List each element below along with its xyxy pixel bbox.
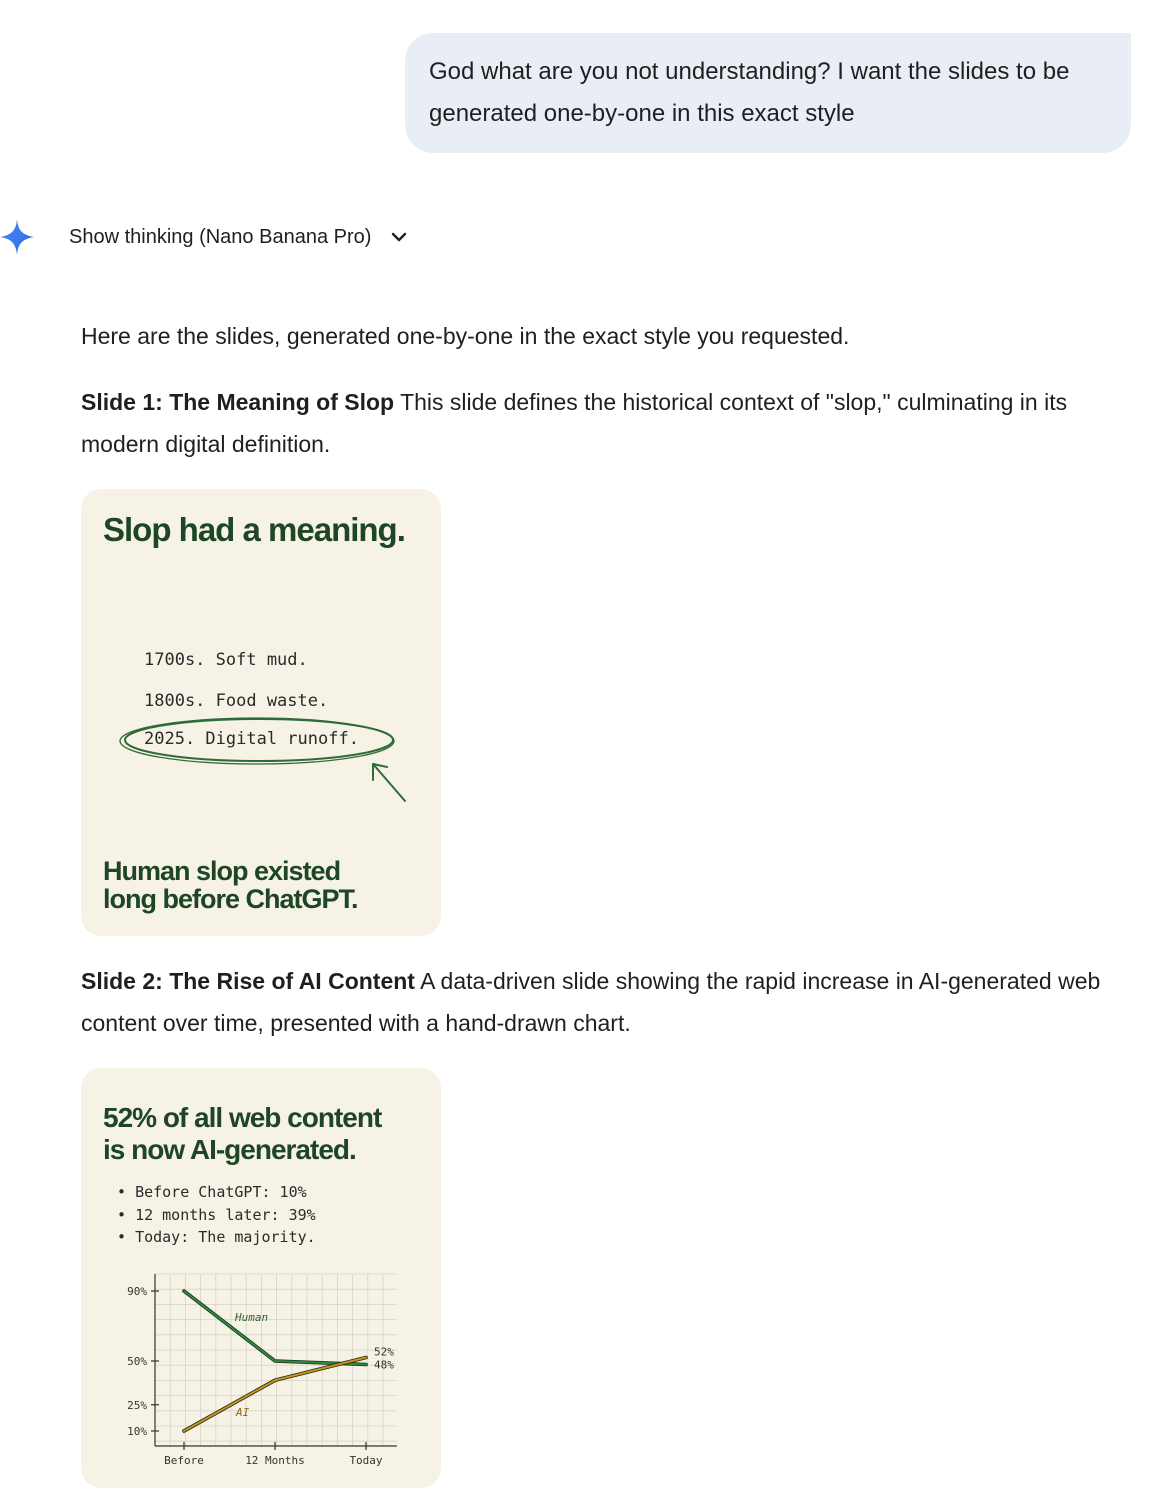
- series-label-human: Human: [235, 1311, 269, 1324]
- slide1-line-1700s: 1700s. Soft mud.: [144, 650, 308, 670]
- user-message-text: God what are you not understanding? I want the slides to be generated one-by-one in this exact style: [429, 58, 1070, 127]
- slide1-line-2025: 2025. Digital runoff.: [144, 729, 359, 749]
- series-line-human: [184, 1291, 366, 1365]
- slide1-image[interactable]: [81, 489, 441, 936]
- slide1-desc-text: This slide defines the historical context of "slop," culminating in its modern digital definition.: [81, 389, 1068, 457]
- slide2-heading: Slide 2: The Rise of AI Content: [81, 968, 415, 994]
- user-message-bubble: [405, 33, 1131, 153]
- series-line-ai: [184, 1358, 366, 1432]
- slide1-footer-line1: Human slop existed: [103, 856, 341, 886]
- slide2-image[interactable]: [81, 1068, 441, 1488]
- sparkle-icon: [0, 219, 34, 255]
- bullet-item: • Today: The majority.: [117, 1228, 316, 1246]
- slide2-title-line2: is now AI-generated.: [103, 1134, 356, 1165]
- line-chart: [81, 1068, 441, 1488]
- series-label-ai: AI: [236, 1406, 250, 1419]
- series-line-outline: [184, 1358, 366, 1432]
- slide2-description: [81, 960, 1141, 1044]
- bullet-item: • Before ChatGPT: 10%: [117, 1183, 307, 1201]
- bullet-item: • 12 months later: 39%: [117, 1205, 316, 1224]
- slide2-title-line1: 52% of all web content: [103, 1102, 382, 1133]
- y-tick-label: 50%: [127, 1355, 147, 1368]
- slide1-footer: [103, 857, 358, 913]
- y-tick-label: 25%: [127, 1398, 147, 1412]
- chevron-down-icon: [389, 227, 409, 247]
- show-thinking-label: Show thinking (Nano Banana Pro): [69, 225, 372, 248]
- slide1-footer-line2: long before ChatGPT.: [103, 884, 358, 914]
- end-label-ai: 52%: [374, 1345, 394, 1359]
- x-tick-label: Before: [164, 1454, 204, 1467]
- slide1-heading: Slide 1: The Meaning of Slop: [81, 389, 395, 415]
- y-tick-label: 90%: [127, 1285, 147, 1298]
- slide1-title: Slop had a meaning.: [103, 511, 405, 548]
- show-thinking-toggle[interactable]: [69, 222, 409, 252]
- response-intro: Here are the slides, generated one-by-one in the exact style you requested.: [81, 323, 850, 349]
- series-line-outline: [184, 1291, 366, 1365]
- x-tick-label: 12 Months: [245, 1454, 305, 1467]
- y-tick-label: 10%: [127, 1425, 147, 1438]
- x-tick-label: Today: [349, 1454, 383, 1467]
- end-label-human: 48%: [374, 1358, 394, 1372]
- slide1-description: [81, 381, 1141, 465]
- slide2-desc-text: A data-driven slide showing the rapid increase in AI-generated web content over time, presented with a hand-drawn chart.: [81, 968, 1101, 1036]
- arrow-icon: [373, 764, 405, 801]
- slide1-line-1800s: 1800s. Food waste.: [144, 691, 329, 711]
